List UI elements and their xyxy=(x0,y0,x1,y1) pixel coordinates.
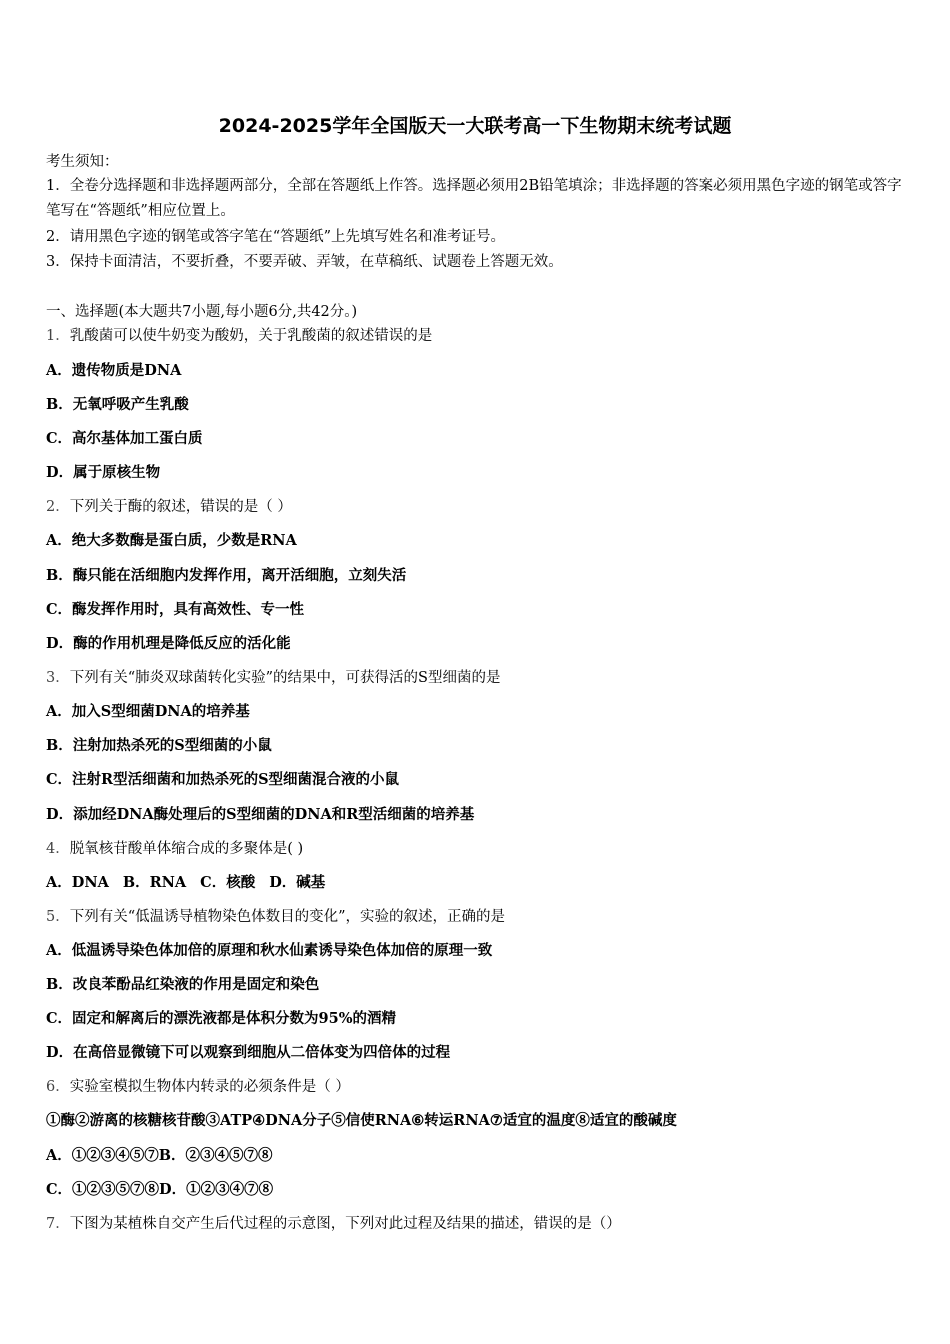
question-1-option-b: B．无氧呼吸产生乳酸 xyxy=(46,396,189,413)
question-3-number: 3． xyxy=(46,670,70,686)
question-4-option-d: D．碱基 xyxy=(269,874,326,891)
question-6-text: 实验室模拟生物体内转录的必须条件是（ ） xyxy=(69,1079,350,1095)
question-5-option-d: D．在高倍显微镜下可以观察到细胞从二倍体变为四倍体的过程 xyxy=(46,1044,451,1061)
question-3-text: 下列有关“肺炎双球菌转化实验”的结果中，可获得活的S型细菌的是 xyxy=(69,670,501,686)
question-2-stem xyxy=(46,497,292,517)
question-4-option-a: A．DNA xyxy=(46,874,109,891)
question-4-stem xyxy=(46,839,303,859)
question-3-option-c: C．注射R型活细菌和加热杀死的S型细菌混合液的小鼠 xyxy=(46,771,400,788)
notice-item-2: 2．请用黑色字迹的钢笔或答字笔在“答题纸”上先填写姓名和准考证号。 xyxy=(46,229,506,245)
question-3-option-d: D．添加经DNA酶处理后的S型细菌的DNA和R型活细菌的培养基 xyxy=(46,806,475,823)
notice-heading: 考生须知： xyxy=(46,154,119,170)
question-1-number: 1． xyxy=(46,328,70,344)
question-4-option-c: C．核酸 xyxy=(200,874,256,891)
question-2-text: 下列关于酶的叙述，错误的是（ ） xyxy=(69,499,292,515)
question-1-text: 乳酸菌可以使牛奶变为酸奶，关于乳酸菌的叙述错误的是 xyxy=(69,328,433,344)
question-4-text: 脱氧核苷酸单体缩合成的多聚体是( ) xyxy=(69,841,304,857)
section-heading: 一、选择题(本大题共7小题,每小题6分,共42分。) xyxy=(46,304,358,320)
question-4-option-b: B．RNA xyxy=(122,874,187,891)
question-6-number: 6． xyxy=(46,1079,70,1095)
question-6-option-c: C．①②③⑤⑦⑧ xyxy=(46,1181,160,1198)
question-6-options-ab xyxy=(46,1146,273,1166)
question-6-option-a: A．①②③④⑤⑦ xyxy=(46,1147,159,1164)
question-5-option-a: A．低温诱导染色体加倍的原理和秋水仙素诱导染色体加倍的原理一致 xyxy=(46,942,493,959)
question-2-option-d: D．酶的作用机理是降低反应的活化能 xyxy=(46,635,291,652)
notice-item-3: 3．保持卡面清洁，不要折叠，不要弄破、弄皱，在草稿纸、试题卷上答题无效。 xyxy=(46,254,563,270)
question-4-options xyxy=(46,873,325,893)
question-5-number: 5． xyxy=(46,909,70,925)
question-6-option-b: B．②③④⑤⑦⑧ xyxy=(158,1147,273,1164)
question-5-text: 下列有关“低温诱导植物染色体数目的变化”，实验的叙述，正确的是 xyxy=(69,909,506,925)
question-5-stem xyxy=(46,907,505,927)
question-1-stem xyxy=(46,326,432,346)
question-6-stem xyxy=(46,1077,350,1097)
question-2-option-b: B．酶只能在活细胞内发挥作用，离开活细胞，立刻失活 xyxy=(46,567,407,584)
question-7-number: 7． xyxy=(46,1216,70,1232)
question-3-option-a: A．加入S型细菌DNA的培养基 xyxy=(46,703,250,720)
question-1-option-d: D．属于原核生物 xyxy=(46,464,161,481)
question-6-conditions: ①酶②游离的核糖核苷酸③ATP④DNA分子⑤信使RNA⑥转运RNA⑦适宜的温度⑧适宜的酸碱度 xyxy=(46,1112,677,1129)
question-3-option-b: B．注射加热杀死的S型细菌的小鼠 xyxy=(46,737,272,754)
question-1-option-c: C．高尔基体加工蛋白质 xyxy=(46,430,203,447)
question-5-option-b: B．改良苯酚品红染液的作用是固定和染色 xyxy=(46,976,320,993)
question-1-option-a: A．遗传物质是DNA xyxy=(46,362,182,379)
question-4-number: 4． xyxy=(46,841,70,857)
question-6-options-cd xyxy=(46,1180,273,1200)
question-7-stem xyxy=(46,1214,621,1234)
question-6-option-d: D．①②③④⑦⑧ xyxy=(159,1181,274,1198)
question-3-stem xyxy=(46,668,501,688)
question-2-number: 2． xyxy=(46,499,70,515)
notice-item-1: 1．全卷分选择题和非选择题两部分，全部在答题纸上作答。选择题必须用2B铅笔填涂；非选择题的答案必须用黑色字迹的钢笔或答字笔写在“答题纸”相应位置上。 xyxy=(46,178,902,219)
page-title: 2024-2025学年全国版天一大联考高一下生物期末统考试题 xyxy=(218,115,732,137)
question-7-text: 下图为某植株自交产生后代过程的示意图，下列对此过程及结果的描述，错误的是（） xyxy=(69,1216,621,1232)
question-2-option-a: A．绝大多数酶是蛋白质，少数是RNA xyxy=(46,532,297,549)
question-5-option-c: C．固定和解离后的漂洗液都是体积分数为95%的酒精 xyxy=(46,1010,396,1027)
question-2-option-c: C．酶发挥作用时，具有高效性、专一性 xyxy=(46,601,305,618)
